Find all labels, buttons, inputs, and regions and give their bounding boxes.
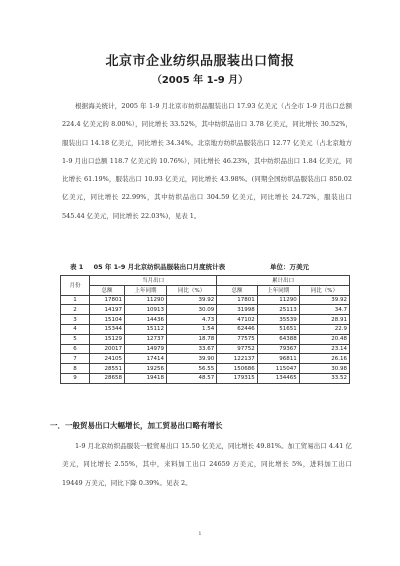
table-cell: 10913 [125,305,167,315]
table-cell: 2 [61,305,90,315]
table-cell: 134465 [257,373,299,383]
document-subtitle: （2005 年 1-9 月） [151,75,249,86]
table-cell: 26.16 [299,354,349,364]
table-caption [70,262,370,271]
table-cell: 22.9 [299,324,349,334]
page-number: 1 [198,531,202,537]
table-cell: 97752 [217,344,257,354]
table-cell: 14979 [125,344,167,354]
table-row [61,305,350,315]
table-cell: 6 [61,344,90,354]
table-cell: 33.67 [167,344,217,354]
table-cell: 79367 [257,344,299,354]
table-cell: 15344 [90,324,125,334]
table-cell: 34.7 [299,305,349,315]
col-header: 总额 [217,285,257,295]
col-header: 上年同期 [257,285,299,295]
table-cell: 11290 [125,295,167,305]
table-cell: 18.78 [167,334,217,344]
table-cell: 30.09 [167,305,217,315]
month-header: 月份 [61,276,90,296]
table-cell: 9 [61,373,90,383]
table-cell: 19256 [125,364,167,374]
table-cell: 64388 [257,334,299,344]
table-cell: 39.92 [299,295,349,305]
table-cell: 25113 [257,305,299,315]
col-header: 上年同期 [125,285,167,295]
table-cell: 30.98 [299,364,349,374]
section-heading: 一．一般贸易出口大幅增长，加工贸易出口略有增长 [50,421,223,430]
table-row [61,354,350,364]
table-row [61,324,350,334]
table-cell: 28551 [90,364,125,374]
table-cell: 17801 [217,295,257,305]
table-row [61,295,350,305]
table-cell: 47102 [217,315,257,325]
col-header: 总额 [90,285,125,295]
table-cell: 3 [61,315,90,325]
group-header-cumulative: 累计出口 [217,276,350,286]
table-cell: 179315 [217,373,257,383]
table-cell: 77575 [217,334,257,344]
table-cell: 12737 [125,334,167,344]
table-cell: 35539 [257,315,299,325]
table-cell: 15104 [90,315,125,325]
table-cell: 23.14 [299,344,349,354]
table-cell: 28658 [90,373,125,383]
table-cell: 62446 [217,324,257,334]
table-cell: 48.57 [167,373,217,383]
table-cell: 28.91 [299,315,349,325]
table-header-row-2 [61,285,350,295]
table-header-row-1 [61,276,350,286]
table-cell: 115047 [257,364,299,374]
table-cell: 1 [61,295,90,305]
table-cell: 31998 [217,305,257,315]
table-cell: 4 [61,324,90,334]
table-caption-text: 05 年 1-9 月北京纺织品服装出口月度统计表 [93,263,226,271]
table-cell: 17801 [90,295,125,305]
table-row [61,315,350,325]
table-row [61,373,350,383]
table-cell: 39.92 [167,295,217,305]
col-header: 同比（%） [167,285,217,295]
table-cell: 17414 [125,354,167,364]
table-row [61,364,350,374]
export-stats-table [60,275,350,384]
table-cell: 5 [61,334,90,344]
table-number: 表 1 [70,263,84,271]
table-cell: 11290 [257,295,299,305]
section-paragraph: 1-9 月北京纺织品服装一般贸易出口 15.50 亿美元，同比增长 49.81%。加工贸易出口 4.41 亿美元，同比增长 2.55%，其中，来料加工出口 24659 万美元，同比增长 5%，进料加工出口 19449 万美元，同比下降 0.39%。见表 2。 [62,442,352,487]
col-header: 同比（%） [299,285,349,295]
table-cell: 14197 [90,305,125,315]
table-cell: 8 [61,364,90,374]
table-cell: 33.52 [299,373,349,383]
table-cell: 96811 [257,354,299,364]
table-cell: 19418 [125,373,167,383]
group-header-monthly: 当月出口 [90,276,217,286]
document-title: 北京市企业纺织品服装出口简报 [105,54,295,69]
table-cell: 15112 [125,324,167,334]
table-cell: 122137 [217,354,257,364]
table-cell: 150686 [217,364,257,374]
table-cell: 1.54 [167,324,217,334]
table-cell: 20017 [90,344,125,354]
table-cell: 20.48 [299,334,349,344]
table-cell: 7 [61,354,90,364]
table-unit: 单位：万美元 [270,263,309,271]
table-row [61,344,350,354]
intro-paragraph: 根据海关统计，2005 年 1-9 月北京市纺织品服装出口 17.93 亿美元（占全市 1-9 月出口总额 224.4 亿美元的 8.00%），同比增长 33.52%，其中纺织品出口 3.78 亿美元，同比增长 30.52%，服装出口 14.18 亿美元，同比增长 34.34%。北京地方纺织品服装出口 12.77 亿美元（占北京地方 1-9 月出口总额 118.7 亿美元的 10.76%），同比增长 46.23%，其中纺织品出口 1.84 亿美元，同比增长 61.19%，服装出口 10.93 亿美元，同比增长 43.98%。(同期全国纺织品服装出口 850.02 亿美元，同比增长 22.99%，其中纺织品出口 304.59 亿美元，同比增长 24.72%，服装出口 545.44 亿美元，同比增长 22.03%)，见表 1。 [62,102,352,220]
table-cell: 24105 [90,354,125,364]
table-cell: 56.55 [167,364,217,374]
table-row [61,334,350,344]
table-cell: 14436 [125,315,167,325]
table-cell: 4.73 [167,315,217,325]
table-cell: 51651 [257,324,299,334]
table-cell: 15129 [90,334,125,344]
table-cell: 39.90 [167,354,217,364]
